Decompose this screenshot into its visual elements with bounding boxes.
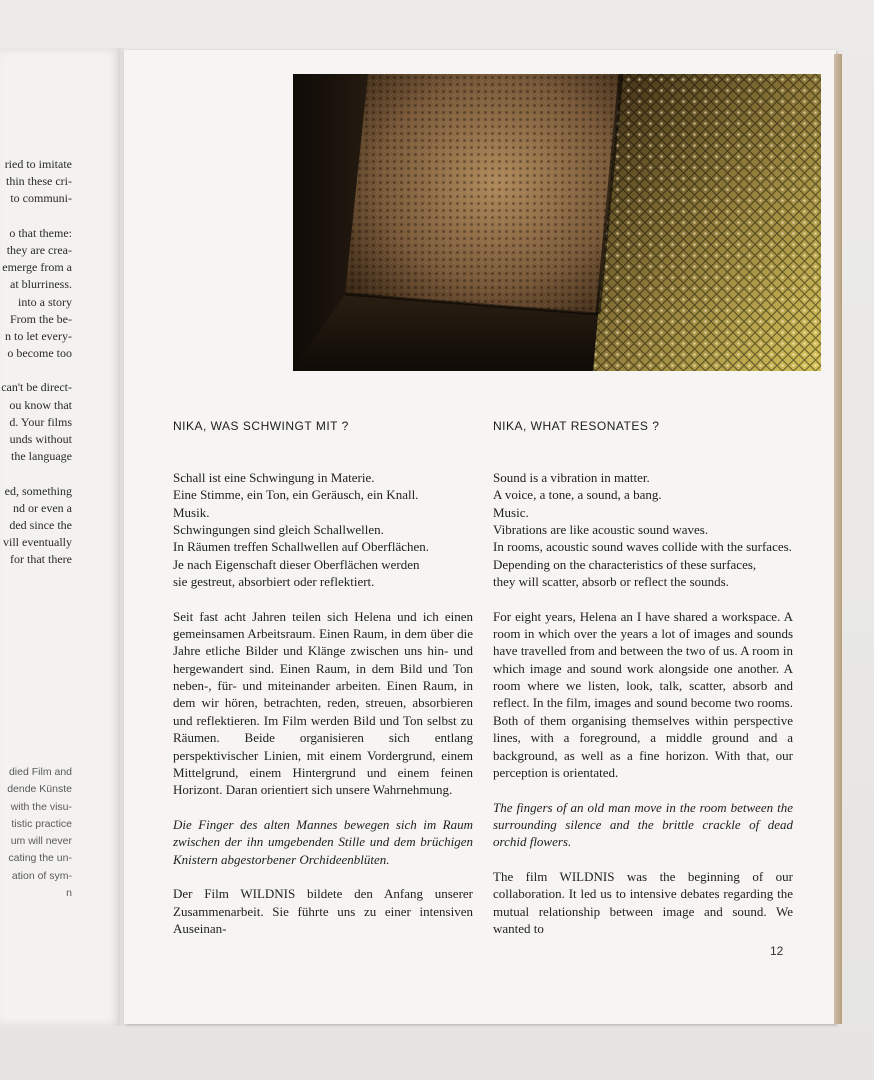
german-column [173, 418, 473, 955]
german-intro-line: Eine Stimme, ein Ton, ein Geräusch, ein Knall. [173, 487, 419, 503]
left-line: ried to imitate [4, 157, 72, 171]
caption-line: um will never [10, 835, 72, 848]
left-line: unds without [9, 432, 72, 446]
german-intro [173, 469, 473, 590]
german-intro-line: In Räumen treffen Schallwellen auf Oberflächen. [173, 539, 430, 555]
english-intro-line: Vibrations are like acoustic sound waves. [493, 522, 709, 538]
left-page-text [0, 156, 72, 569]
left-line: vill eventually [3, 535, 72, 550]
left-line: ou know that [9, 397, 72, 412]
left-line: d. Your films [9, 414, 72, 429]
english-intro-line: Sound is a vibration in matter. [493, 470, 650, 485]
left-line: they are crea- [6, 242, 72, 257]
page-edge [834, 54, 842, 1024]
english-intro-line: they will scatter, absorb or reflect the sounds. [493, 574, 729, 590]
english-paragraph-1: For eight years, Helena an I have shared a workspace. A room in which over the years a lot of images and sounds have travelled from and between the two of us. A room in which image and sound work alongside one another. A room where we listen, look, talk, scatter, absorb and reflect. In the film, images and sound become two rooms. Both of them organising themselves within perspective lines, with a foreground, a middle ground and a background, as well as a fine horizon. With that, our perception is orientated. [493, 608, 793, 780]
left-page-caption [0, 764, 72, 902]
room-photo [293, 74, 821, 371]
left-line: ded since the [9, 517, 72, 532]
german-intro-line: Je nach Eigenschaft dieser Oberflächen werden [173, 556, 420, 572]
caption-line: dende Künste [7, 783, 72, 796]
left-line: nd or even a [13, 500, 72, 515]
left-line: n to let every- [5, 328, 72, 343]
left-line: o become too [7, 346, 72, 361]
german-intro-line: Musik. [173, 504, 210, 520]
page-number: 12 [770, 944, 784, 958]
left-line: o that theme: [9, 225, 72, 240]
caption-line: with the visu- [10, 800, 72, 813]
caption-line: cating the un- [8, 852, 72, 865]
english-paragraph-2: The film WILDNIS was the beginning of our collaboration. It led us to intensive debates regarding the mutual relationship between image and sound. We wanted to [493, 868, 793, 936]
english-intro [493, 469, 793, 590]
left-line: at blurriness. [10, 277, 72, 292]
left-line: to communi- [10, 191, 72, 206]
english-intro-line: A voice, a tone, a sound, a bang. [493, 487, 662, 503]
english-quote: The fingers of an old man move in the room between the surrounding silence and the brittle crackle of dead orchid flowers. [493, 799, 793, 850]
german-intro-line: Schwingungen sind gleich Schallwellen. [173, 522, 384, 538]
left-line: ed, something [4, 483, 72, 498]
german-intro-line: sie gestreut, absorbiert oder reflektiert. [173, 574, 375, 590]
left-line: thin these cri- [6, 174, 72, 189]
english-intro-line: In rooms, acoustic sound waves collide with the surfaces. [493, 539, 792, 555]
left-line: From the be- [10, 311, 72, 326]
caption-line: tistic practice [11, 817, 72, 830]
left-line-gap [0, 465, 72, 482]
german-paragraph-1: Seit fast acht Jahren teilen sich Helena und ich einen gemeinsamen Arbeitsraum. Einen Raum, in dem über die Jahre etliche Bilder und Klänge zwischen uns hin- und hergewandert sind. Einen Raum, in dem Bild und Ton neben-, für- und miteinander arbeiten. Einen Raum, in dem wir hören, betrachten, reden, streuen, absorbieren und reflektieren. Im Film werden Bild und Ton selbst zu Räumen. Beide organisieren sich entlang perspektivischer Linien, mit einem Vordergrund, einem Mittelgrund, einem Hintergrund und einem feinen Horizont. Daran orientiert sich unsere Wahrnehmung. [173, 608, 473, 798]
english-intro-line: Depending on the characteristics of these surfaces, [493, 556, 757, 572]
caption-line: n [66, 887, 72, 900]
left-line: can't be direct- [1, 380, 72, 395]
english-heading: NIKA, WHAT RESONATES ? [493, 419, 660, 433]
left-line: emerge from a [2, 260, 72, 275]
left-page [0, 48, 122, 1026]
german-intro-line: Schall ist eine Schwingung in Materie. [173, 470, 375, 485]
left-line-gap [0, 208, 72, 225]
english-column [493, 418, 793, 955]
caption-line: ation of sym- [11, 869, 72, 882]
left-line-gap [0, 362, 72, 379]
left-line: into a story [18, 294, 72, 309]
english-intro-line: Music. [493, 504, 529, 520]
left-line: the language [11, 449, 72, 464]
room-photo-drawing [293, 74, 821, 371]
german-quote: Die Finger des alten Mannes bewegen sich im Raum zwischen der ihn umgebenden Stille und dem brüchigen Knistern abgestorbener Orchideenblüten. [173, 816, 473, 867]
german-heading: NIKA, WAS SCHWINGT MIT ? [173, 419, 349, 433]
caption-line: died Film and [8, 766, 72, 778]
german-paragraph-2: Der Film WILDNIS bildete den Anfang unserer Zusammenarbeit. Sie führte uns zu einer intensiven Auseinan- [173, 886, 473, 936]
left-line: for that there [10, 552, 72, 567]
